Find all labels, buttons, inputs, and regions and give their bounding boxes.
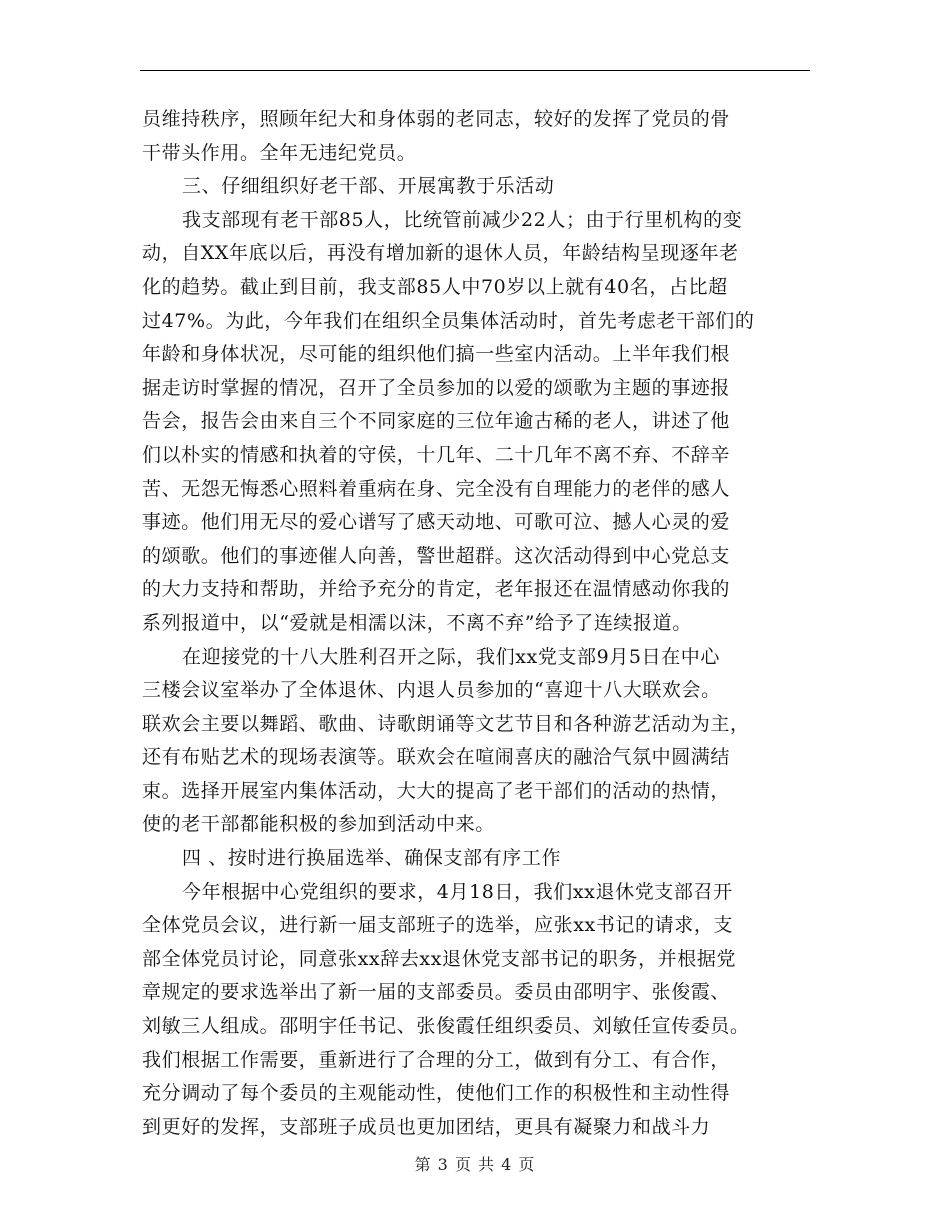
text-line: 三、仔细组织好老干部、开展寓教于乐活动	[182, 175, 555, 198]
text-line: 系列报道中，以“爱就是相濡以沫，不离不弃”给予了连续报道。	[142, 611, 692, 634]
text-line: 四 、按时进行换届选举、确保支部有序工作	[182, 847, 562, 870]
text-line: 化的趋势。截止到目前，我支部85人中70岁以上就有40名，占比超	[142, 275, 728, 298]
text-line: 章规定的要求选举出了新一届的支部委员。委员由邵明宇、张俊霞、	[142, 981, 731, 1004]
text-line: 员维持秩序，照顾年纪大和身体弱的老同志，较好的发挥了党员的骨	[142, 108, 731, 130]
header-rule	[140, 70, 810, 71]
text-line: 事迹。他们用无尽的爱心谱写了感天动地、可歌可泣、撼人心灵的爱	[142, 511, 731, 534]
document-body	[142, 103, 814, 1144]
text-line: 告会，报告会由来自三个不同家庭的三位年逾古稀的老人，讲述了他	[142, 410, 731, 433]
text-line: 苦、无怨无悔悉心照料着重病在身、完全没有自理能力的老伴的感人	[142, 477, 731, 500]
text-line: 部全体党员讨论，同意张xx辞去xx退休党支部书记的职务，并根据党	[142, 947, 737, 970]
text-line: 使的老干部都能积极的参加到活动中来。	[142, 813, 495, 836]
text-line: 联欢会主要以舞蹈、歌曲、诗歌朗诵等文艺节目和各种游艺活动为主，	[142, 712, 750, 735]
page-number: 第 3 页 共 4 页	[414, 1155, 536, 1174]
text-line: 干带头作用。全年无违纪党员。	[142, 141, 417, 164]
text-line: 充分调动了每个委员的主观能动性，使他们工作的积极性和主动性得	[142, 1082, 731, 1105]
text-line: 的颂歌。他们的事迹催人向善，警世超群。这次活动得到中心党总支	[142, 544, 731, 567]
text-line: 全体党员会议，进行新一届支部班子的选举，应张xx书记的请求，支	[142, 914, 734, 937]
text-line: 据走访时掌握的情况，召开了全员参加的以爱的颂歌为主题的事迹报	[142, 376, 731, 399]
text-line: 们以朴实的情感和执着的守侯，十几年、二十几年不离不弃、不辞辛	[142, 443, 731, 466]
text-line: 刘敏三人组成。邵明宇任书记、张俊霞任组织委员、刘敏任宣传委员。	[142, 1015, 750, 1038]
text-line: 我支部现有老干部85人，比统管前减少22人；由于行里机构的变	[182, 208, 743, 231]
text-line: 在迎接党的十八大胜利召开之际，我们xx党支部9月5日在中心	[182, 645, 721, 668]
text-line: 年龄和身体状况，尽可能的组织他们搞一些室内活动。上半年我们根	[142, 343, 731, 366]
text-line: 还有布贴艺术的现场表演等。联欢会在喧闹喜庆的融洽气氛中圆满结	[142, 746, 731, 769]
text-line: 的大力支持和帮助，并给予充分的肯定，老年报还在温情感动你我的	[142, 578, 731, 601]
text-line: 今年根据中心党组织的要求，4月18日，我们xx退休党支部召开	[182, 880, 733, 903]
text-line: 我们根据工作需要，重新进行了合理的分工，做到有分工、有合作，	[142, 1048, 731, 1071]
text-line: 到更好的发挥，支部班子成员也更加团结，更具有凝聚力和战斗力	[142, 1115, 711, 1138]
text-line: 过47%。为此，今年我们在组织全员集体活动时，首先考虑老干部们的	[142, 309, 755, 332]
text-line: 束。选择开展室内集体活动，大大的提高了老干部们的活动的热情，	[142, 779, 731, 802]
text-line: 三楼会议室举办了全体退休、内退人员参加的“喜迎十八大联欢会。	[142, 679, 721, 702]
text-line: 动，自XX年底以后，再没有增加新的退休人员，年龄结构呈现逐年老	[142, 242, 739, 265]
